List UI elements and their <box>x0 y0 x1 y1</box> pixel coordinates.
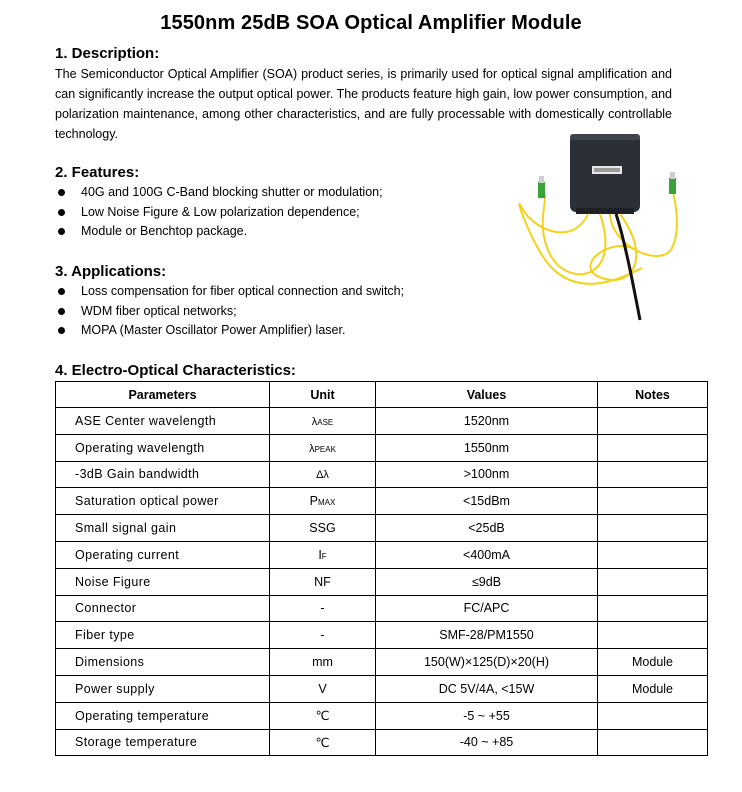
applications-list <box>55 282 404 341</box>
table-row <box>56 649 708 676</box>
unit-cell <box>270 515 376 542</box>
unit-symbol: SSG <box>309 521 336 536</box>
value-cell: -40 ~ +85 <box>376 729 598 756</box>
table-row <box>56 488 708 515</box>
parameter-cell: Operating current <box>56 541 270 568</box>
unit-symbol: V <box>318 681 327 696</box>
bullet-icon <box>58 308 65 315</box>
unit-cell <box>270 649 376 676</box>
description-heading: 1. Description: <box>55 45 160 62</box>
note-cell <box>598 461 708 488</box>
table-row <box>56 675 708 702</box>
note-cell <box>598 488 708 515</box>
bullet-icon <box>58 228 65 235</box>
parameter-cell: Fiber type <box>56 622 270 649</box>
unit-subscript: ASE <box>317 417 334 427</box>
unit-symbol: ℃ <box>315 735 330 750</box>
list-item: Module or Benchtop package. <box>55 222 383 242</box>
list-item: Loss compensation for fiber optical connection and switch; <box>55 282 404 302</box>
unit-symbol: - <box>320 601 325 616</box>
parameter-cell: Saturation optical power <box>56 488 270 515</box>
parameter-cell: -3dB Gain bandwidth <box>56 461 270 488</box>
table-row <box>56 541 708 568</box>
unit-subscript: F <box>321 551 327 561</box>
note-cell: Module <box>598 649 708 676</box>
parameter-cell: Operating temperature <box>56 702 270 729</box>
value-cell: DC 5V/4A, <15W <box>376 675 598 702</box>
value-cell: FC/APC <box>376 595 598 622</box>
note-cell <box>598 568 708 595</box>
unit-symbol: λ <box>311 415 318 428</box>
bullet-icon <box>58 209 65 216</box>
note-cell <box>598 595 708 622</box>
value-cell: SMF-28/PM1550 <box>376 622 598 649</box>
unit-symbol: λ <box>309 442 315 455</box>
applications-heading: 3. Applications: <box>55 263 167 280</box>
column-header-parameters: Parameters <box>56 382 270 408</box>
list-item: MOPA (Master Oscillator Power Amplifier) laser. <box>55 321 404 341</box>
unit-cell <box>270 408 376 435</box>
features-heading: 2. Features: <box>55 164 140 181</box>
column-header-values: Values <box>376 382 598 408</box>
parameter-cell: ASE Center wavelength <box>56 408 270 435</box>
table-header-row <box>56 382 708 408</box>
parameter-cell: Connector <box>56 595 270 622</box>
value-cell: 1550nm <box>376 434 598 461</box>
unit-cell <box>270 461 376 488</box>
list-item: 40G and 100G C-Band blocking shutter or modulation; <box>55 183 383 203</box>
parameter-cell: Noise Figure <box>56 568 270 595</box>
parameter-cell: Small signal gain <box>56 515 270 542</box>
table-row <box>56 622 708 649</box>
note-cell <box>598 622 708 649</box>
characteristics-heading: 4. Electro-Optical Characteristics: <box>55 362 296 379</box>
unit-symbol: - <box>320 628 325 643</box>
list-item: Low Noise Figure & Low polarization dependence; <box>55 203 383 223</box>
parameter-cell: Operating wavelength <box>56 434 270 461</box>
bullet-icon <box>58 327 65 334</box>
unit-symbol: P <box>309 494 318 509</box>
bullet-icon <box>58 189 65 196</box>
unit-cell <box>270 488 376 515</box>
note-cell <box>598 408 708 435</box>
unit-cell <box>270 568 376 595</box>
unit-cell <box>270 675 376 702</box>
note-cell <box>598 515 708 542</box>
table-row <box>56 595 708 622</box>
unit-symbol: I <box>318 547 322 562</box>
unit-cell <box>270 729 376 756</box>
unit-symbol: ℃ <box>315 709 330 724</box>
parameter-cell: Storage temperature <box>56 729 270 756</box>
note-cell: Module <box>598 675 708 702</box>
value-cell: 150(W)×125(D)×20(H) <box>376 649 598 676</box>
page-title: 1550nm 25dB SOA Optical Amplifier Module <box>160 12 582 34</box>
unit-cell <box>270 595 376 622</box>
list-item: WDM fiber optical networks; <box>55 302 404 322</box>
value-cell: <400mA <box>376 541 598 568</box>
bullet-icon <box>58 288 65 295</box>
parameter-cell: Power supply <box>56 675 270 702</box>
parameter-cell: Dimensions <box>56 649 270 676</box>
table-row <box>56 702 708 729</box>
value-cell: -5 ~ +55 <box>376 702 598 729</box>
table-body <box>56 408 708 756</box>
unit-cell <box>270 622 376 649</box>
unit-subscript: PEAK <box>314 444 336 454</box>
unit-cell <box>270 702 376 729</box>
value-cell: <25dB <box>376 515 598 542</box>
table-row <box>56 515 708 542</box>
value-cell: ≤9dB <box>376 568 598 595</box>
column-header-unit: Unit <box>270 382 376 408</box>
characteristics-table <box>55 381 708 756</box>
table-row <box>56 729 708 756</box>
table-row <box>56 461 708 488</box>
table-row <box>56 434 708 461</box>
table-row <box>56 408 708 435</box>
note-cell <box>598 434 708 461</box>
column-header-notes: Notes <box>598 382 708 408</box>
note-cell <box>598 729 708 756</box>
unit-symbol: Δλ <box>316 469 329 482</box>
description-text: The Semiconductor Optical Amplifier (SOA) product series, is primarily used for optical signal amplification and can significantly increase the output optical power. The products feature high gain, low power consumption, and polarization maintenance, among other characteristics, and are fully processable with domestically controllable technology. <box>55 67 672 141</box>
unit-cell <box>270 541 376 568</box>
unit-symbol: NF <box>314 574 331 589</box>
unit-subscript: MAX <box>318 498 336 508</box>
unit-symbol: mm <box>312 655 333 670</box>
unit-cell <box>270 434 376 461</box>
value-cell: 1520nm <box>376 408 598 435</box>
features-list <box>55 183 383 242</box>
note-cell <box>598 541 708 568</box>
value-cell: <15dBm <box>376 488 598 515</box>
value-cell: >100nm <box>376 461 598 488</box>
note-cell <box>598 702 708 729</box>
soa-module-photo <box>512 128 684 324</box>
table-row <box>56 568 708 595</box>
